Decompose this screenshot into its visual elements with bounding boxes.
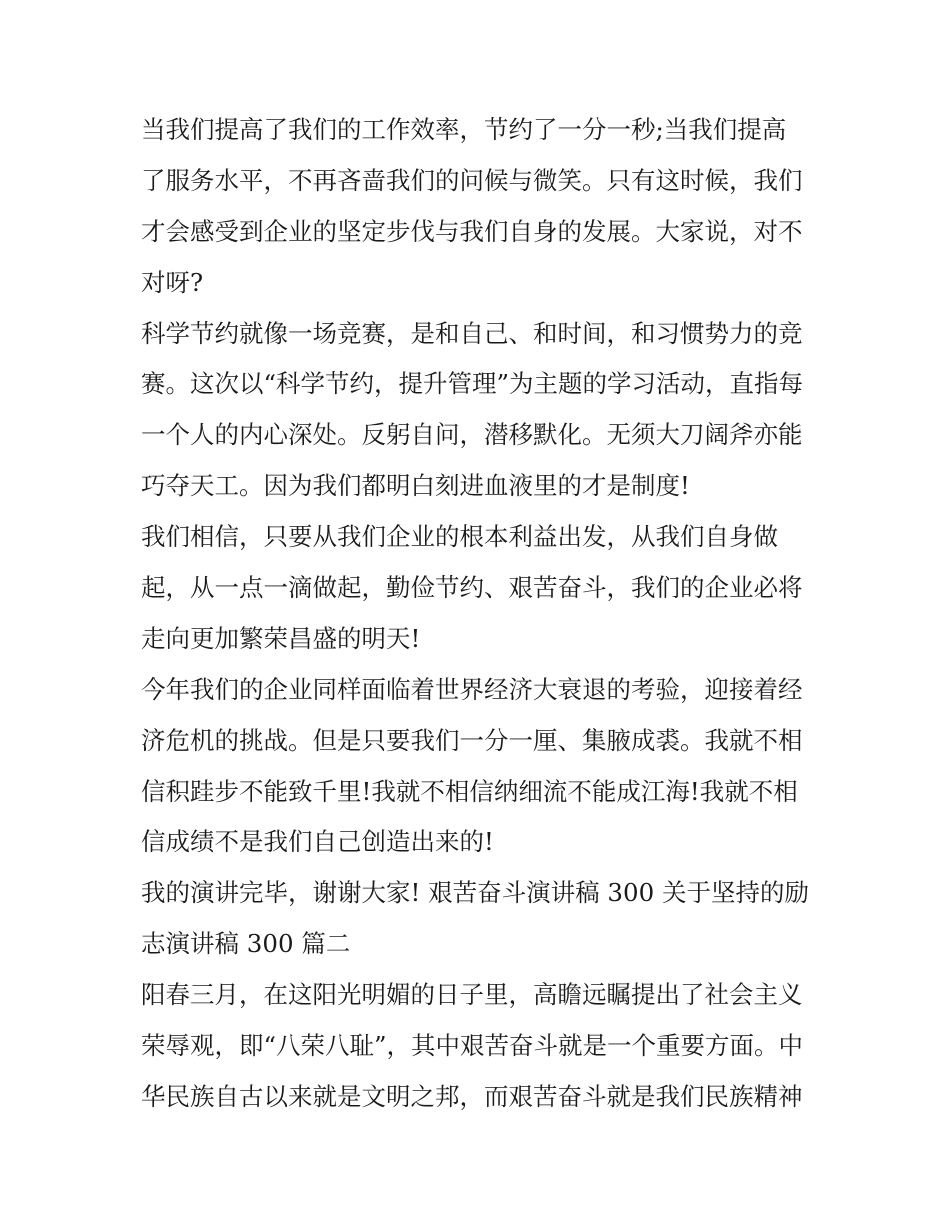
text-line: 志演讲稿 300 篇二	[141, 929, 351, 959]
text-line: 我们相信，只要从我们企业的根本利益出发，从我们自身做	[141, 522, 778, 552]
text-line: 阳春三月，在这阳光明媚的日子里，高瞻远瞩提出了社会主义	[141, 980, 803, 1010]
text-line: 济危机的挑战。但是只要我们一分一厘、集腋成裘。我就不相	[141, 725, 803, 755]
text-line: 赛。这次以“科学节约，提升管理”为主题的学习活动，直指每	[141, 369, 804, 399]
text-line: 了服务水平，不再吝啬我们的问候与微笑。只有这时候，我们	[141, 165, 803, 195]
body-text	[141, 105, 821, 1123]
text-line: 对呀?	[141, 267, 204, 297]
text-line: 信成绩不是我们自己创造出来的!	[141, 827, 494, 857]
text-line: 华民族自古以来就是文明之邦，而艰苦奋斗就是我们民族精神	[141, 1081, 803, 1111]
text-line: 科学节约就像一场竞赛，是和自己、和时间，和习惯势力的竞	[141, 318, 803, 348]
text-line: 走向更加繁荣昌盛的明天!	[141, 623, 421, 653]
text-line: 起，从一点一滴做起，勤俭节约、艰苦奋斗，我们的企业必将	[141, 573, 803, 603]
text-line: 才会感受到企业的坚定步伐与我们自身的发展。大家说，对不	[141, 216, 803, 246]
text-line: 巧夺天工。因为我们都明白刻进血液里的才是制度!	[141, 471, 690, 501]
text-line: 我的演讲完毕，谢谢大家! 艰苦奋斗演讲稿 300 关于坚持的励	[141, 878, 809, 908]
text-line: 今年我们的企业同样面临着世界经济大衰退的考验，迎接着经	[141, 674, 803, 704]
text-line: 当我们提高了我们的工作效率，节约了一分一秒;当我们提高	[141, 115, 787, 144]
text-line: 荣辱观，即“八荣八耻”，其中艰苦奋斗就是一个重要方面。中	[141, 1031, 804, 1061]
text-line: 信积跬步不能致千里!我就不相信纳细流不能成江海!我就不相	[141, 776, 798, 806]
text-line: 一个人的内心深处。反躬自问，潜移默化。无须大刀阔斧亦能	[141, 420, 803, 450]
